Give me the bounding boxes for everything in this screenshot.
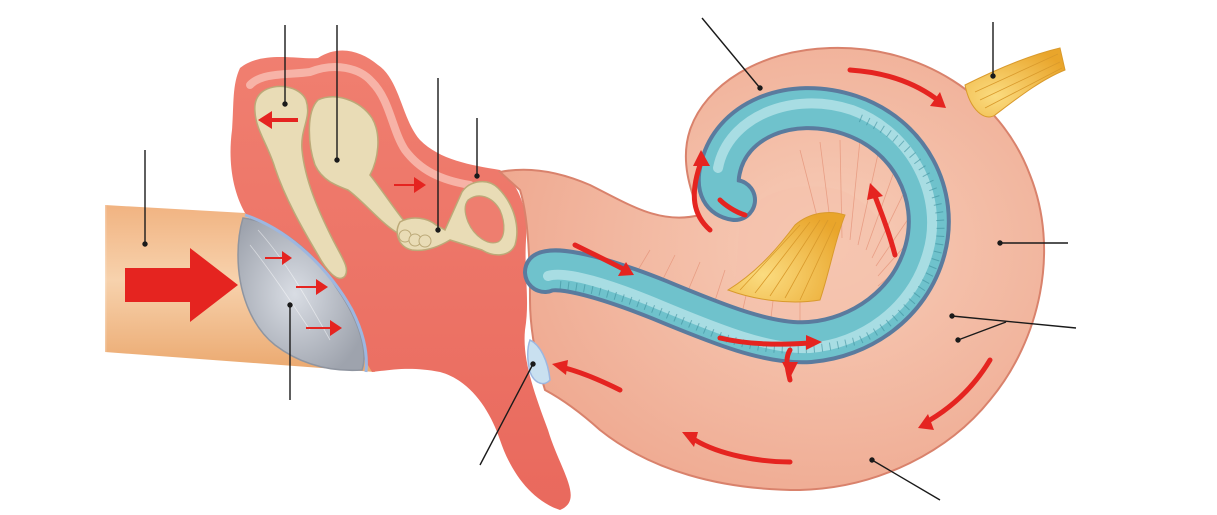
vestibular-nerve (965, 48, 1065, 117)
cochlea (500, 48, 1044, 490)
